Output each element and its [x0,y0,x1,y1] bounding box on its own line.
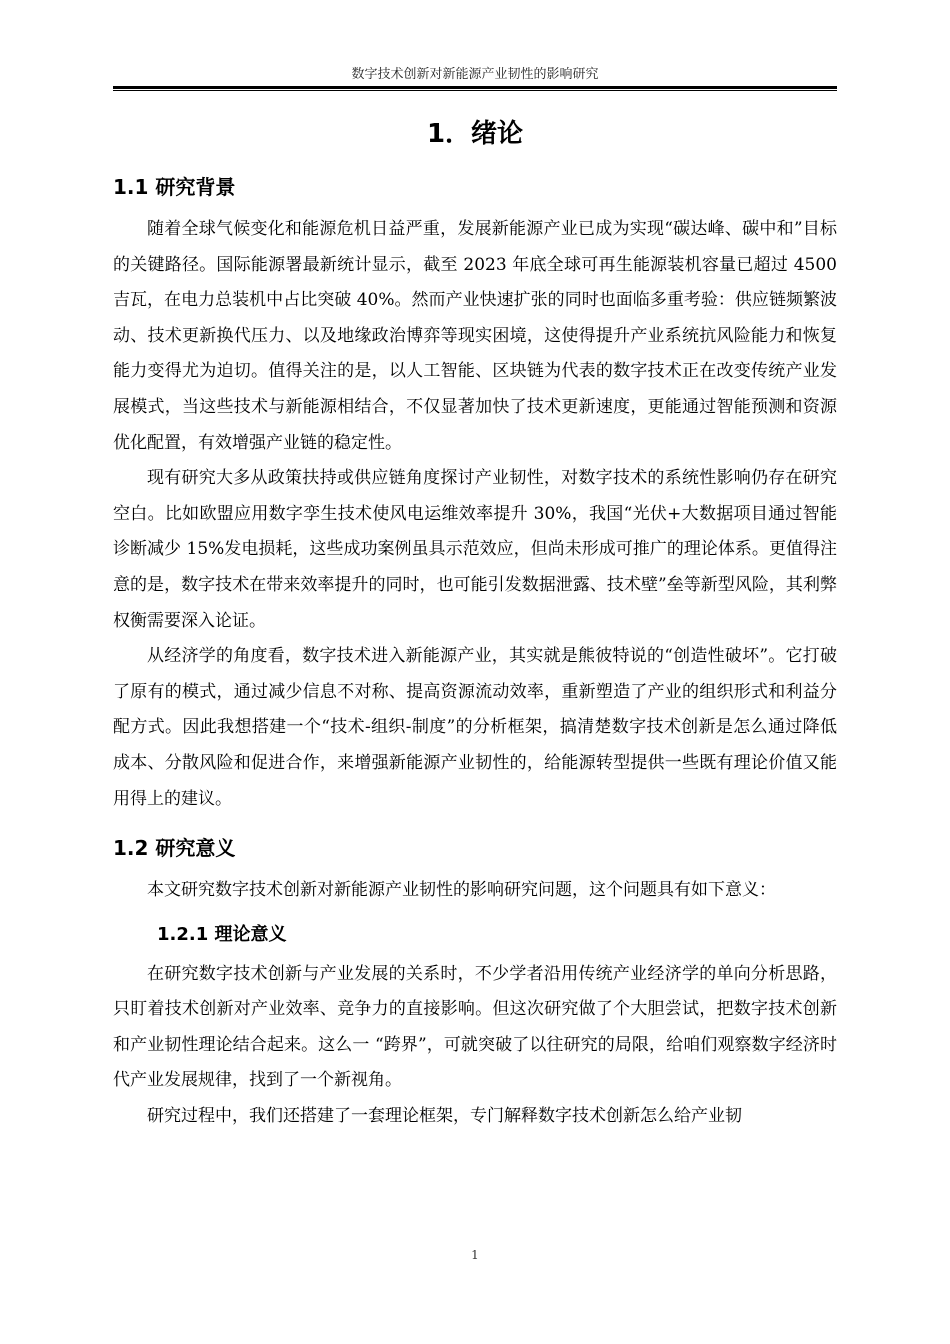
paragraph: 在研究数字技术创新与产业发展的关系时，不少学者沿用传统产业经济学的单向分析思路，只盯着技术创新对产业效率、竞争力的直接影响。但这次研究做了个大胆尝试，把数字技术创新和产业韧性理论结合起来。这么一 “跨界”，可就突破了以往研究的局限，给咱们观察数字经济时代产业发展规律，找到了一个新视角。 [113,963,837,1091]
running-header: 数字技术创新对新能源产业韧性的影响研究 [351,67,599,82]
section-heading-background: 1.1 研究背景 [113,175,236,199]
page-number: 1 [471,1248,479,1262]
paragraph: 本文研究数字技术创新对新能源产业韧性的影响研究问题，这个问题具有如下意义： [147,880,776,901]
page-content [113,112,837,1135]
header-rule [113,86,837,91]
subsection-heading-theory: 1.2.1 理论意义 [157,923,287,945]
section-heading-significance: 1.2 研究意义 [113,836,236,861]
paragraph: 现有研究大多从政策扶持或供应链角度探讨产业韧性，对数字技术的系统性影响仍存在研究空白。比如欧盟应用数字孪生技术使风电运维效率提升 30%，我国“光伏+大数据项目通过智能诊断减少 15%发电损耗，这些成功案例虽具示范效应，但尚未形成可推广的理论体系。更值得注意的是，数字技术在带来效率提升的同时，也可能引发数据泄露、技术壁”垒等新型风险，其利弊权衡需要深入论证。 [113,468,837,631]
chapter-title: 1．绪论 [426,119,524,149]
paragraph: 随着全球气候变化和能源危机日益严重，发展新能源产业已成为实现“碳达峰、碳中和”目标的关键路径。国际能源署最新统计显示，截至 2023 年底全球可再生能源装机容量已超过 4500 吉瓦，在电力总装机中占比突破 40%。然而产业快速扩张的同时也面临多重考验：供应链频繁波动、技术更新换代压力、以及地缘政治博弈等现实困境，这使得提升产业系统抗风险能力和恢复能力变得尤为迫切。值得关注的是，以人工智能、区块链为代表的数字技术正在改变传统产业发展模式，当这些技术与新能源相结合，不仅显著加快了技术更新速度，更能通过智能预测和资源优化配置，有效增强产业链的稳定性。 [113,219,837,453]
paragraph: 从经济学的角度看，数字技术进入新能源产业，其实就是熊彼特说的“创造性破坏”。它打破了原有的模式，通过减少信息不对称、提高资源流动效率，重新塑造了产业的组织形式和利益分配方式。因此我想搭建一个“技术-组织-制度”的分析框架，搞清楚数字技术创新是怎么通过降低成本、分散风险和促进合作，来增强新能源产业韧性的，给能源转型提供一些既有理论价值又能用得上的建议。 [113,646,837,809]
paragraph: 研究过程中，我们还搭建了一套理论框架，专门解释数字技术创新怎么给产业韧 [147,1106,742,1127]
